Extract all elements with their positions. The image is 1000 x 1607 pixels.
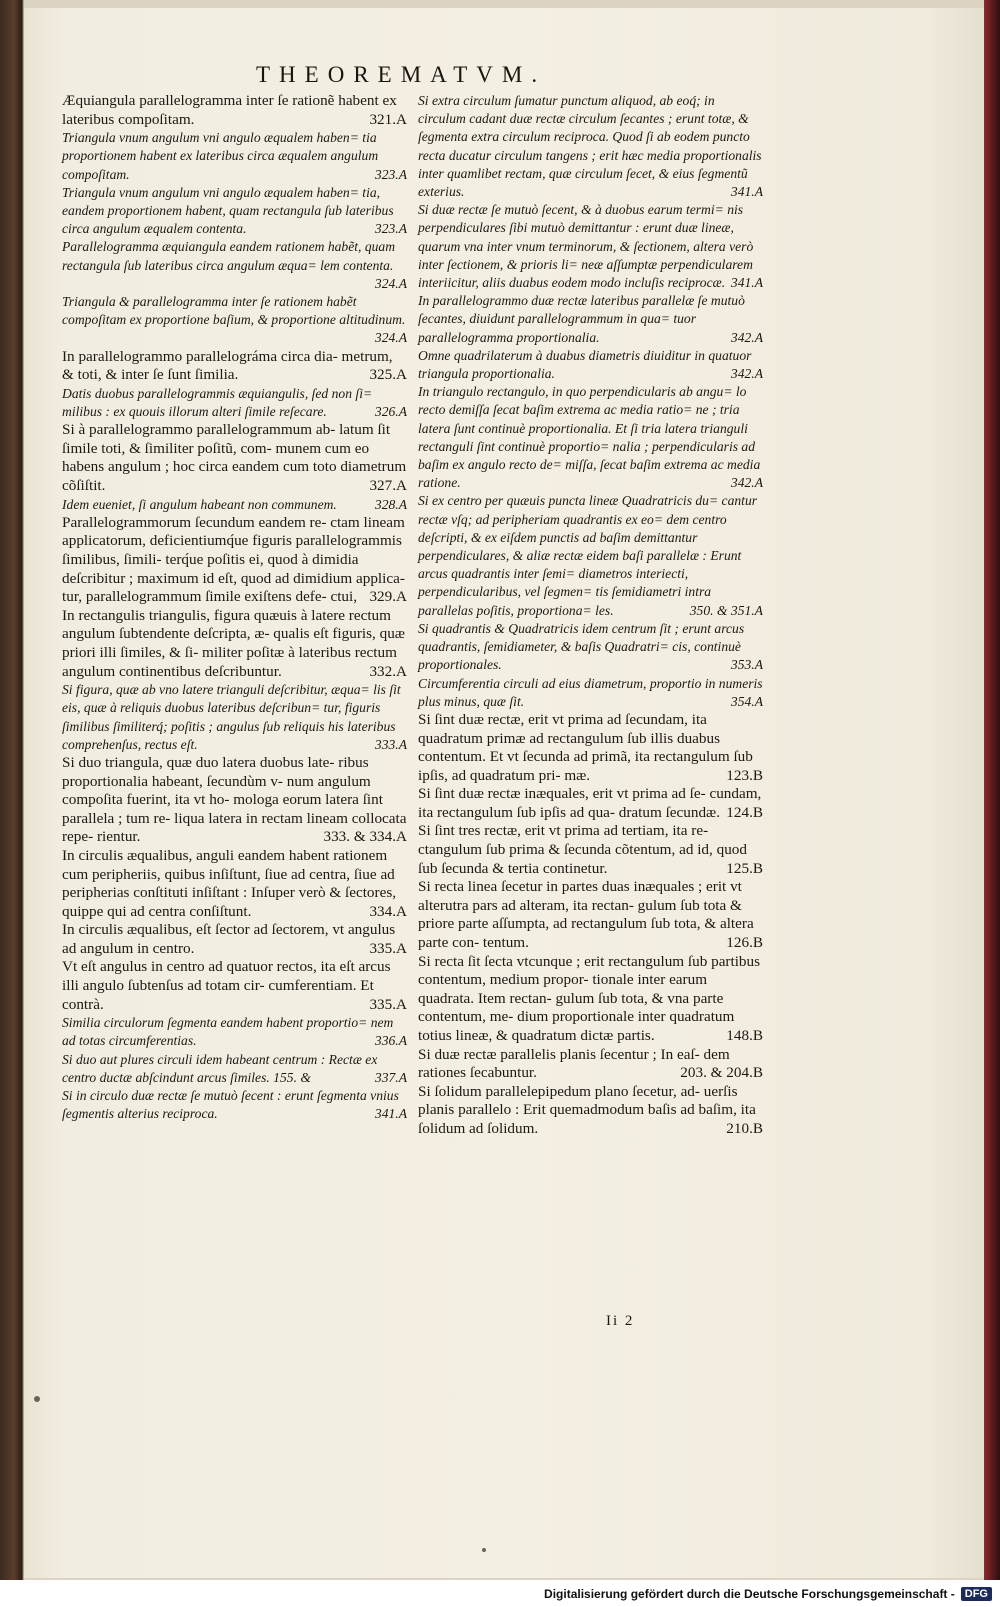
entry-text: Si ſolidum parallelepipedum plano ſecetur, ad- uerſis planis parallelo : Erit quemadmodum baſis ad baſim, ita ſolidum ad ſolidum. <box>418 1082 756 1137</box>
entry-page-reference: 329.A <box>369 588 407 606</box>
entry-page-reference: 341.A <box>730 184 763 200</box>
index-entry <box>418 347 763 383</box>
index-entry <box>62 385 407 421</box>
index-entry <box>418 711 763 785</box>
entry-page-reference: 341.A <box>374 1106 407 1122</box>
index-column-left <box>62 92 407 1123</box>
index-entry <box>418 292 763 347</box>
entry-page-reference: 350. & 351.A <box>689 602 763 618</box>
entry-page-reference: 335.A <box>369 939 407 957</box>
entry-text: Si recta linea ſecetur in partes duas inæquales ; erit vt alterutra pars ad alteram, ita rectan- gulum ſub tota & priore parte aſſumpta, ad rectangulum ſub tota, & altera parte con- tentum. <box>418 878 754 952</box>
index-entry <box>62 1051 407 1087</box>
entry-text: In parallelogrammo duæ rectæ lateribus parallelæ ſe mutuò ſecantes, diuidunt parallelogrammum in qua= tuor parallelogramma proportionalia. <box>418 293 745 345</box>
index-entry <box>62 607 407 681</box>
index-entry <box>62 921 407 958</box>
entry-text: Si recta ſit ſecta vtcunque ; erit rectangulum ſub partibus contentum, medium propor- tionale inter earum quadrata. Item rectan- gulum ſub tota, & vna parte contentum, me- dium proportionale inter quadratum totius lineæ, & quadratum dictæ partis. <box>418 952 761 1044</box>
index-entry <box>418 1083 763 1139</box>
index-entry <box>62 754 407 847</box>
footer-credit: Digitalisierung gefördert durch die Deutsche Forschungsgemeinschaft - <box>544 1586 955 1601</box>
index-entry <box>62 681 407 754</box>
index-entry <box>418 785 763 822</box>
entry-page-reference: 342.A <box>730 475 763 491</box>
index-entry <box>418 1046 763 1083</box>
entry-page-reference: 328.A <box>374 496 407 512</box>
entry-page-reference: 323.A <box>374 221 407 237</box>
paper-spot <box>482 1548 486 1552</box>
entry-text: Similia circulorum ſegmenta eandem habent proportio= nem ad totas circumferentias. <box>62 1015 394 1049</box>
entry-page-reference: 325.A <box>369 366 407 384</box>
entry-page-reference: 126.B <box>726 934 763 952</box>
index-entry <box>62 847 407 921</box>
entry-page-reference: 323.A <box>374 166 407 182</box>
index-column-right <box>418 92 763 1139</box>
signature-mark: Ii 2 <box>606 1313 635 1329</box>
book-edge <box>984 0 1000 1580</box>
entry-page-reference: 336.A <box>374 1033 407 1049</box>
index-entry <box>62 1087 407 1123</box>
index-entry <box>418 675 763 711</box>
index-entry <box>62 184 407 239</box>
entry-text: Si ſint duæ rectæ, erit vt prima ad ſecundam, ita quadratum primæ ad rectangulum ſub illis duabus contentum. Et vt ſecunda ad primã, ita rectangulum ſub ipſis, ad quadratum pri- mæ. <box>418 710 753 784</box>
entry-page-reference: 203. & 204.B <box>680 1064 763 1082</box>
entry-page-reference: 332.A <box>369 662 407 680</box>
entry-text: Circumferentia circuli ad eius diametrum, proportio in numeris plus minus, quæ ſit. <box>418 675 763 709</box>
index-entry <box>418 201 763 292</box>
entry-text: Parallelogrammorum ſecundum eandem re- ctam lineam applicatorum, deficientiumq́ue figuris parallelogrammis ſimilibus, ſimili- terq́ue poſitis ei, quod à dimidia deſcribitur ; maximum id eſt, quod ad dimidium applica- tur, parallelogrammum ſimile exiſtens defe- ctui, <box>62 513 405 606</box>
entry-text: Si extra circulum ſumatur punctum aliquod, ab eoq́; in circulum cadant duæ rectæ circulum ſecantes ; erunt totæ, & ſegmenta extra circulum reciproca. Quod ſi ab eodem puncto recta ducatur circulum tangens ; erit hæc media proportionalis inter quamlibet rectam, quæ circulum ſecet, & eius ſegmentũ exterius. <box>418 93 762 200</box>
entry-page-reference: 125.B <box>726 859 763 877</box>
entry-text: Si à parallelogrammo parallelogrammum ab- latum ſit ſimile toti, & ſimiliter poſitũ, com- munem cum eo habens angulum ; hoc circa eandem cum toto diametrum cõſiſtit. <box>62 421 407 494</box>
entry-text: Si figura, quæ ab vno latere trianguli deſcribitur, æqua= lis ſit eis, quæ à reliquis duobus lateribus deſcribun= tur, figuris ſimilibus ſimiliterq́; poſitis ; angulus ſub reliquis his lateribus comprehenſus, rectus eſt. <box>62 682 401 752</box>
index-entry <box>418 492 763 619</box>
entry-page-reference: 342.A <box>730 366 763 382</box>
dfg-logo: DFG <box>961 1587 992 1601</box>
index-entry <box>62 238 407 293</box>
entry-page-reference: 354.A <box>730 693 763 709</box>
paper-spot <box>34 1396 40 1402</box>
running-head: THEOREMATVM. <box>256 62 547 87</box>
index-entry <box>418 383 763 492</box>
entry-text: Si in circulo duæ rectæ ſe mutuò ſecent : erunt ſegmenta vnius ſegmentis alterius reciproca. <box>62 1088 399 1122</box>
entry-text: Si duo aut plures circuli idem habeant centrum : Rectæ ex centro ductæ abſcindunt arcus ſimiles. 155. & <box>62 1051 378 1085</box>
entry-page-reference: 333. & 334.A <box>323 828 407 846</box>
entry-page-reference: 148.B <box>726 1027 763 1044</box>
entry-page-reference: 124.B <box>726 803 763 821</box>
entry-text: In circulis æqualibus, eſt ſector ad ſectorem, vt angulus ad angulum in centro. <box>62 921 396 957</box>
entry-text: Si ſint tres rectæ, erit vt prima ad tertiam, ita re- ctangulum ſub prima & ſecunda cõtentum, ad id, quod ſub ſecunda & tertia continetur. <box>418 822 747 877</box>
entry-text: Si ex centro per quæuis puncta lineæ Quadratricis du= cantur rectæ vſq; ad peripheriam quadrantis ex eo= dem centro deſcripti, & ex eiſdem punctis ad baſim demittantur perpendiculares, & aliæ rectæ eidem baſi parallelæ : Erunt arcus quadrantis inter ſemi= diametros interiecti, perpendicularibus, vel ſegmen= tis ſemidiametri intra parallelas poſitis, proportiona= les. <box>418 493 758 618</box>
entry-text: In parallelogrammo parallelográma circa dia- metrum, & toti, & inter ſe ſunt ſimilia. <box>62 347 393 384</box>
index-entry <box>62 421 407 495</box>
index-entry <box>418 878 763 952</box>
entry-text: Si duo triangula, quæ duo latera duobus late- ribus proportionalia habeant, ſecundùm v- num angulum compoſita fuerint, ita vt ho- mologa eorum latera ſint parallela ; tum re- liqua latera in rectam lineam collocata repe- rientur. <box>62 753 407 846</box>
footer-bar <box>0 1580 1000 1607</box>
index-entry <box>62 958 407 1014</box>
index-entry <box>62 514 407 607</box>
entry-text: Omne quadrilaterum à duabus diametris diuiditur in quatuor triangula proportionalia. <box>418 347 752 382</box>
entry-text: Æquiangula parallelogramma inter ſe rationẽ habent ex lateribus compoſitam. <box>62 92 397 128</box>
entry-text: Triangula vnum angulum vni angulo æqualem haben= tia proportionem habent ex lateribus circa æqualem angulum compoſitam. <box>62 130 379 182</box>
entry-text: Triangula & parallelogramma inter ſe rationem habẽt compoſitam ex proportione baſium, & proportione altitudinum. <box>62 294 406 328</box>
index-entry <box>62 348 407 385</box>
index-entry <box>418 92 763 201</box>
entry-text: Si ſint duæ rectæ inæquales, erit vt prima ad ſe- cundam, ita rectangulum ſub ipſis ad qua- dratum ſecundæ. <box>418 785 762 821</box>
entry-page-reference: 335.A <box>369 995 407 1013</box>
entry-text: Idem eueniet, ſi angulum habeant non communem. <box>62 496 337 512</box>
index-entry <box>62 92 407 129</box>
entry-text: Parallelogramma æquiangula eandem rationem habẽt, quam rectangula ſub lateribus circa angulum æqua= lem contenta. <box>62 239 396 273</box>
index-entry <box>418 953 763 1046</box>
entry-page-reference: 342.A <box>730 329 763 345</box>
entry-text: In circulis æqualibus, anguli eandem habent rationem cum peripheriis, quibus inſiſtunt, ſiue ad centra, ſiue ad peripherias conſtituti inſiſtant : Inſuper verò & ſectores, quippe qui ad centra conſiſtunt. <box>62 846 397 920</box>
entry-page-reference: 341.A <box>730 275 763 291</box>
index-entry <box>62 496 407 514</box>
entry-text: Si duæ rectæ parallelis planis ſecentur ; In eaſ- dem rationes ſecabuntur. <box>418 1045 730 1082</box>
entry-page-reference: 333.A <box>374 736 407 752</box>
entry-page-reference: 123.B <box>726 766 763 784</box>
entry-text: Datis duobus parallelogrammis æquiangulis, ſed non ſi= milibus : ex quouis illorum alteri ſimile reſecare. <box>62 385 373 420</box>
entry-page-reference: 324.A <box>374 330 407 346</box>
entry-text: In triangulo rectangulo, in quo perpendicularis ab angu= lo recto demiſſa ſecat baſim extrema ac media ratio= ne ; tria latera ſunt continuè proportionalia. Et ſi tria latera trianguli rectanguli ſint continuè proportio= nalia ; perpendicularis ad baſim ex angulo recto de= miſſa, ſecat baſim extrema ac media ratione. <box>418 384 761 491</box>
entry-page-reference: 337.A <box>374 1069 407 1085</box>
entry-page-reference: 210.B <box>726 1119 763 1137</box>
index-entry <box>62 293 407 348</box>
entry-page-reference: 327.A <box>369 477 407 494</box>
index-entry <box>418 620 763 675</box>
entry-page-reference: 324.A <box>374 275 407 291</box>
entry-page-reference: 353.A <box>730 657 763 673</box>
entry-text: Vt eſt angulus in centro ad quatuor rectos, ita eſt arcus illi angulo ſubtenſus ad totam cir- cumferentiam. Et contrà. <box>62 958 391 1013</box>
entry-text: Si duæ rectæ ſe mutuò ſecent, & à duobus earum termi= nis perpendiculares ſibi mutuò demittantur : erunt duæ lineæ, quarum vna inter vnum terminorum, & ſectionem, altera verò inter ſectionem, & prioris li= neæ aſſumptæ perpendicularem interiicitur, aliis duabus eodem modo incluſis reciprocæ. <box>418 202 754 291</box>
index-entry <box>418 822 763 878</box>
index-entry <box>62 129 407 184</box>
entry-text: Si quadrantis & Quadratricis idem centrum ſit ; erunt arcus quadrantis, ſemidiameter, & baſis Quadratri= cis, continuè proportionales. <box>418 620 745 673</box>
entry-page-reference: 326.A <box>374 404 407 420</box>
entry-text: In rectangulis triangulis, figura quæuis à latere rectum angulum ſubtendente deſcripta, æ- qualis eſt figuris, quæ priori illi ſimiles, & ſi- militer poſitæ à lateribus rectum angulum continentibus deſcribuntur. <box>62 606 405 680</box>
entry-page-reference: 334.A <box>369 902 407 920</box>
entry-text: Triangula vnum angulum vni angulo æqualem haben= tia, eandem proportionem habent, quam rectangula ſub lateribus circa angulum æqualem contenta. <box>62 184 394 237</box>
index-entry <box>62 1014 407 1050</box>
entry-page-reference: 321.A <box>369 110 407 128</box>
